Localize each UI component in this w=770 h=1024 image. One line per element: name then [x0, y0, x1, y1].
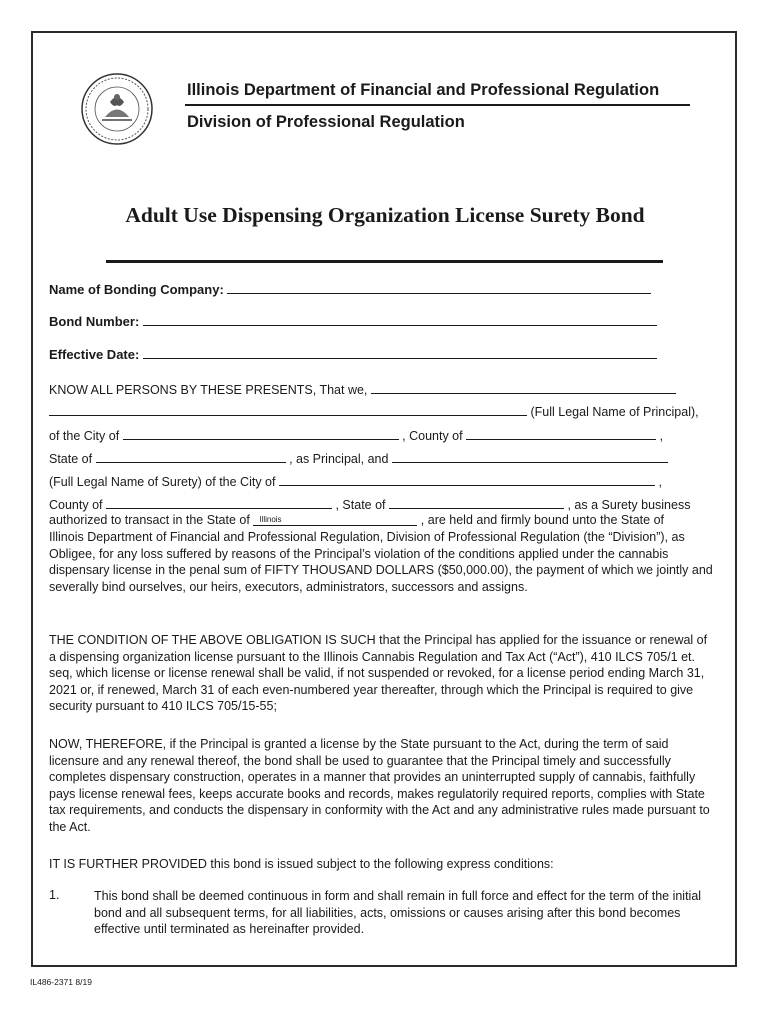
principal-name-blank-2[interactable]: [49, 403, 527, 416]
therefore-paragraph: NOW, THEREFORE, if the Principal is granted a license by the State pursuant to the Act, during the term of said licensure and any renewal thereof, the bond shall be used to guarantee that the Principal timely and successfully completes dispensary construction, operates in a manner that provides an uninterrupted supply of cannabis, faithfully pays license renewal fees, keeps accurate books and records, makes regulatorily required reports, complies with State tax requirements, and conducts the dispensary in conformity with the Act and any administrative rules made pursuant to the Act.: [49, 737, 710, 834]
effective-date-field: [49, 346, 657, 362]
presents-intro: KNOW ALL PERSONS BY THESE PRESENTS, That we,: [49, 383, 368, 397]
authorized-state-blank[interactable]: [253, 513, 417, 526]
authorized-state-value: Illinois: [259, 515, 282, 524]
effective-date-label: Effective Date:: [49, 347, 140, 362]
principal-city-blank[interactable]: [123, 427, 399, 440]
state-seal-icon: [80, 72, 154, 146]
surety-city-blank[interactable]: [279, 473, 655, 486]
surety-name-blank[interactable]: [392, 450, 668, 463]
condition-paragraph: THE CONDITION OF THE ABOVE OBLIGATION IS SUCH that the Principal has applied for the issuance or renewal of a dispensing organization license pursuant to the Illinois Cannabis Regulation and Tax Act (“Act”), 410 ILCS 705/1 et. seq, which license or license renewal shall be valid, if not suspended or revoked, for a license period ending March 31, 2021 or, if renewed, March 31 of each even-numbered year thereafter, through which the Principal is required to give security pursuant to 410 ILCS 705/15-55;: [49, 633, 708, 713]
as-surety-label: , as a Surety business: [567, 498, 691, 512]
presents-line-6: [49, 496, 690, 512]
agency-name: Illinois Department of Financial and Professional Regulation: [187, 81, 660, 99]
presents-line-5: [49, 473, 662, 489]
county-of-label: , County of: [402, 429, 463, 443]
comma-2: ,: [658, 475, 662, 489]
principal-name-label: (Full Legal Name of Principal),: [530, 405, 699, 419]
comma-1: ,: [659, 429, 664, 443]
held-bound-label: , are held and firmly bound unto the State of: [420, 513, 665, 527]
surety-name-label: (Full Legal Name of Surety) of the City of: [49, 475, 276, 489]
principal-county-blank[interactable]: [466, 427, 656, 440]
presents-line-4: [49, 450, 668, 466]
presents-body: Illinois Department of Financial and Professional Regulation, Division of Professional Regulation (the “Division”), as Obligee, for any loss suffered by reasons of the Principal’s violation of the conditions applied under the cannabis dispensary license in the penal sum of FIFTY THOUSAND DOLLARS ($50,000.00), the payment of which we jointly and severally bind ourselves, our heirs, executors, administrators, successors and assigns.: [49, 530, 713, 594]
bonding-company-blank[interactable]: [227, 281, 651, 294]
title-divider: [106, 260, 663, 263]
presents-line-1: [49, 381, 676, 397]
authorized-label: authorized to transact in the State of: [49, 513, 250, 527]
principal-state-blank[interactable]: [96, 450, 286, 463]
division-name: Division of Professional Regulation: [187, 113, 465, 131]
surety-state-label: , State of: [335, 498, 386, 512]
presents-line-2: [49, 403, 699, 419]
bond-number-field: [49, 313, 657, 329]
state-of-label: State of: [49, 452, 93, 466]
principal-name-blank[interactable]: [371, 381, 676, 394]
effective-date-blank[interactable]: [143, 346, 657, 359]
further-paragraph: IT IS FURTHER PROVIDED this bond is issued subject to the following express conditions:: [49, 857, 554, 871]
surety-county-label: County of: [49, 498, 103, 512]
item-number: 1.: [49, 888, 60, 902]
presents-line-7: [49, 513, 664, 527]
surety-state-blank[interactable]: [389, 496, 564, 509]
as-principal-label: , as Principal, and: [289, 452, 389, 466]
bond-number-blank[interactable]: [143, 313, 657, 326]
bonding-company-label: Name of Bonding Company:: [49, 282, 224, 297]
city-of-label: of the City of: [49, 429, 120, 443]
presents-line-3: [49, 427, 663, 443]
item-text: This bond shall be deemed continuous in form and shall remain in full force and effect for the term of the initial bond and all subsequent terms, for all liabilities, acts, omissions or causes arising after this bond becomes effective until terminated as hereinafter provided.: [94, 889, 702, 936]
header-divider: [185, 104, 690, 106]
form-number: IL486-2371 8/19: [30, 977, 92, 987]
bonding-company-field: [49, 281, 651, 297]
surety-county-blank[interactable]: [106, 496, 332, 509]
bond-number-label: Bond Number:: [49, 314, 140, 329]
document-title: Adult Use Dispensing Organization License Surety Bond: [125, 203, 645, 227]
